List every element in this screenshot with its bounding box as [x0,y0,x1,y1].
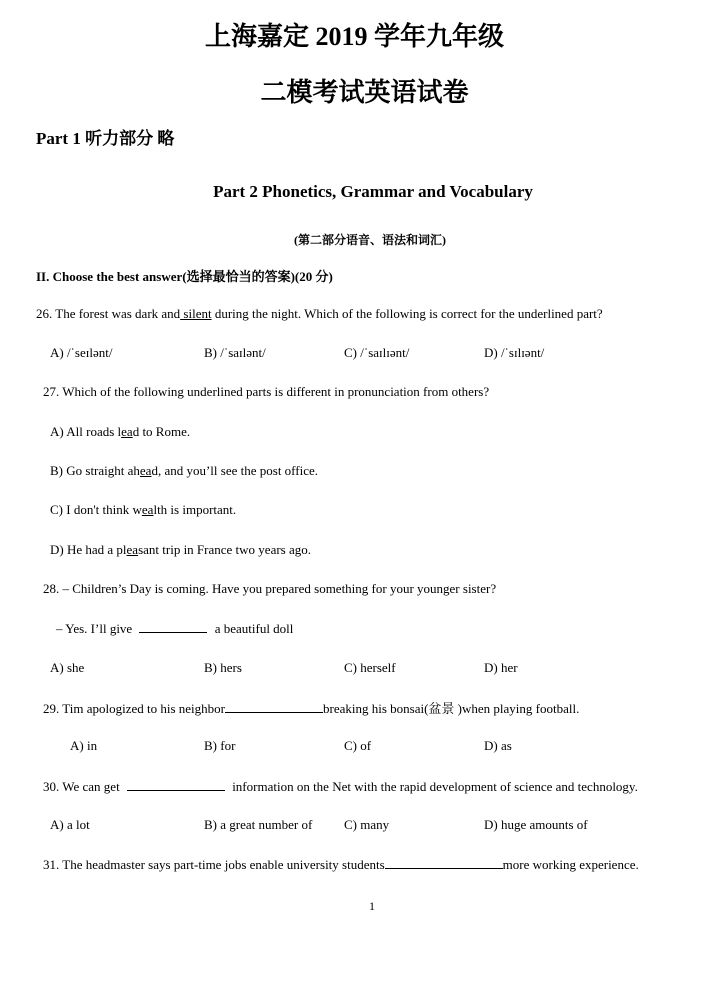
q27-b-post: d, and you’ll see the post office. [151,463,319,478]
q27-b-underlined: ea [139,463,152,478]
page-number: 1 [369,899,375,913]
q29-option-c: C) of [344,738,372,753]
q28-option-a: A) she [50,660,85,675]
q29-option-b: B) for [204,738,236,753]
q30-stem-post: information on the Net with the rapid development of science and technology. [232,779,638,794]
q27-option-d [50,542,311,558]
q26-option-d: D) /ˈsɪlɪənt/ [484,345,545,360]
q31-stem-pre: 31. The headmaster says part-time jobs enable university students [43,857,385,872]
q27-option-b [50,463,318,479]
q30-option-d: D) huge amounts of [484,817,588,832]
q27-option-c [50,502,236,518]
q29-answer-blank[interactable] [225,700,323,713]
q28-option-d: D) her [484,660,518,675]
q30-option-c: C) many [344,817,390,832]
section-heading: II. Choose the best answer(选择最恰当的答案)(20 分) [36,269,333,284]
q30-answer-blank[interactable] [127,778,225,791]
q27-d-post: sant trip in France two years ago. [138,542,312,557]
q28-option-b: B) hers [204,660,242,675]
question-28: 28. – Children’s Day is coming. Have you prepared something for your younger sister? [43,581,497,596]
q27-c-underlined: ea [141,502,154,517]
q27-d-underlined: ea [126,542,139,557]
question-26 [36,306,603,322]
q26-option-b: B) /ˈsaɪlənt/ [204,345,266,360]
question-29 [43,698,579,717]
part2-heading: Part 2 Phonetics, Grammar and Vocabulary [213,182,533,201]
q26-stem-post: during the night. Which of the following is correct for the underlined part? [211,306,603,321]
q27-d-pre: D) He had a pl [50,542,127,557]
q26-underlined-word: silent [180,306,212,321]
q27-c-post: lth is important. [153,502,237,517]
question-30 [43,778,638,795]
q29-stem-pre: 29. Tim apologized to his neighbor [43,701,225,716]
q27-c-pre: C) I don't think w [50,502,142,517]
question-31 [43,856,639,873]
q29-option-d: D) as [484,738,512,753]
question-27: 27. Which of the following underlined parts is different in pronunciation from others? [43,384,490,399]
part2-subheading: (第二部分语音、语法和词汇) [294,233,446,247]
q28-option-c: C) herself [344,660,396,675]
q28-answer-pre: – Yes. I’ll give [56,621,133,636]
q26-stem-pre: 26. The forest was dark and [36,306,181,321]
q28-answer-blank[interactable] [139,620,207,633]
q30-stem-pre: 30. We can get [43,779,120,794]
q26-option-a: A) /ˈseɪlənt/ [50,345,113,360]
q29-option-a: A) in [70,738,98,753]
q31-stem-post: more working experience. [502,857,639,872]
q28-answer-line [56,620,293,637]
q31-answer-blank[interactable] [385,856,503,869]
q27-option-a [50,424,190,440]
q27-a-post: d to Rome. [132,424,191,439]
title-line-2: 二模考试英语试卷 [260,78,469,107]
q28-answer-post: a beautiful doll [214,621,294,636]
q27-a-underlined: ea [121,424,133,439]
q30-option-b: B) a great number of [204,817,313,832]
q29-stem-post: breaking his bonsai(盆景 )when playing football. [323,701,580,716]
q26-option-c: C) /ˈsaɪlɪənt/ [344,345,410,360]
q27-a-pre: A) All roads l [50,424,122,439]
q30-option-a: A) a lot [50,817,90,832]
q27-b-pre: B) Go straight ah [50,463,140,478]
title-line-1: 上海嘉定 2019 学年九年级 [204,22,504,51]
part1-heading: Part 1 听力部分 略 [36,129,175,148]
